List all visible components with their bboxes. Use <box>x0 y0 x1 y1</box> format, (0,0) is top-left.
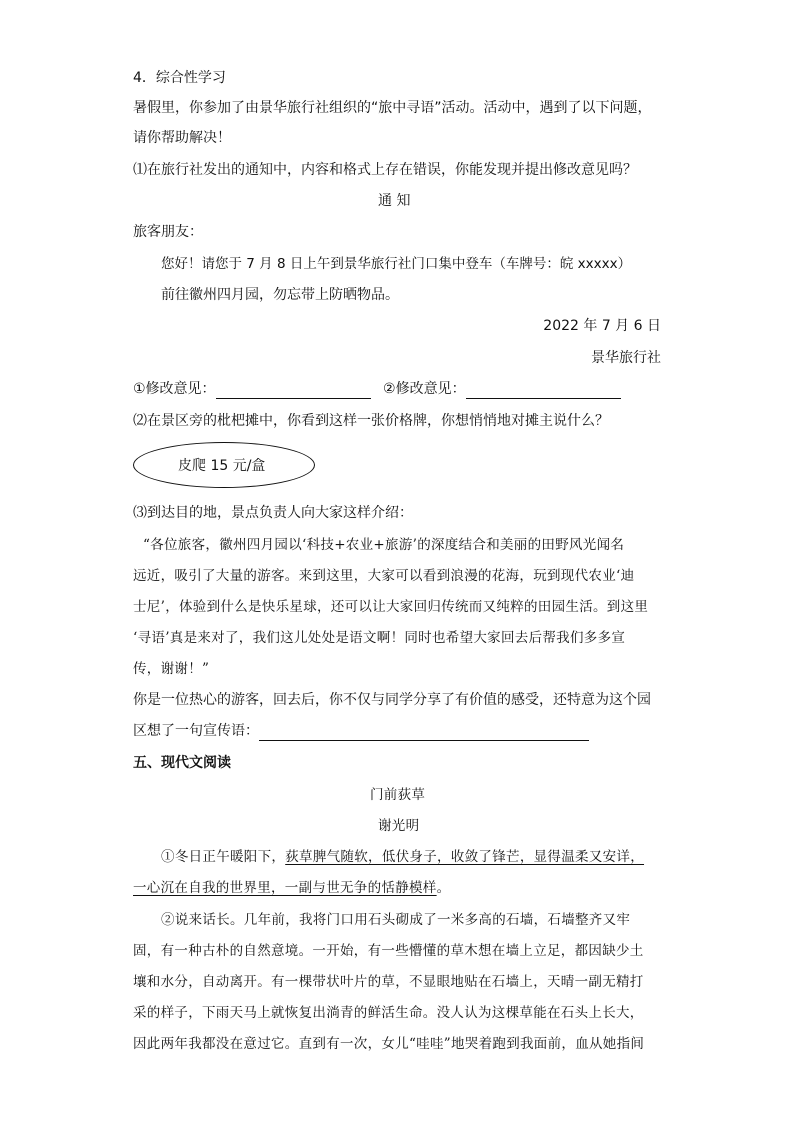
para1-line1 <box>161 847 644 867</box>
answer2-label: ②修改意见： <box>383 381 466 397</box>
q4-heading: 4．综合性学习 <box>133 70 226 86</box>
notice-greeting: 旅客朋友： <box>133 224 203 240</box>
q4-part2-prompt: ⑵在景区旁的枇杷摊中，你看到这样一张价格牌，你想悄悄地对摊主说什么？ <box>133 413 609 429</box>
task-line2 <box>133 721 589 741</box>
para1-num: ① <box>161 849 175 865</box>
speech-line5: 传，谢谢！” <box>133 661 210 677</box>
speech-line3: 士尼’，体验到什么是快乐星球，还可以让大家回归传统而又纯粹的田园生活。到这里 <box>133 599 649 615</box>
notice-date: 2022 年 7 月 6 日 <box>543 318 661 334</box>
q4-part3-prompt: ⑶到达目的地，景点负责人向大家这样介绍： <box>133 505 413 521</box>
answer1-label: ①修改意见： <box>133 381 216 397</box>
para2-line5: 因此两年我都没在意过它。直到有一次，女儿“哇哇”地哭着跑到我面前，血从她指间 <box>133 1036 645 1052</box>
price-tag-oval <box>133 442 315 488</box>
notice-body-line1: 您好！请您于 7 月 8 日上午到景华旅行社门口集中登车（车牌号：皖 xxxxx） <box>161 256 632 272</box>
para1-underlined-a: 荻草脾气随软，低伏身子，收敛了锋芒，显得温柔又安详， <box>285 849 645 865</box>
q4-intro-line1: 暑假里，你参加了由景华旅行社组织的“旅中寻语”活动。活动中，遇到了以下问题， <box>133 100 652 116</box>
para2-line1: ②说来话长。几年前，我将门口用石头砌成了一米多高的石墙，石墙整齐又牢 <box>161 912 631 928</box>
notice-title: 通 知 <box>378 193 411 209</box>
q4-part1-prompt: ⑴在旅行社发出的通知中，内容和格式上存在错误，你能发现并提出修改意见吗？ <box>133 162 637 178</box>
answer1-blank[interactable] <box>216 382 371 399</box>
notice-signature: 景华旅行社 <box>591 350 661 366</box>
task-line2-text: 区想了一句宣传语： <box>133 723 259 739</box>
para2-line2: 固，有一种古朴的自然意境。一开始，有一些懵懂的草木想在墙上立足，都因缺少土 <box>133 943 644 959</box>
speech-line4: ‘寻语’真是来对了，我们这儿处处是语文啊！同时也希望大家回去后帮我们多多宣 <box>133 630 626 646</box>
answer2-blank[interactable] <box>466 382 621 399</box>
para2-line4: 采的样子，下雨天马上就恢复出淌青的鲜活生命。没人认为这棵草能在石头上长大， <box>133 1005 644 1021</box>
section5-heading: 五、现代文阅读 <box>133 755 231 771</box>
answer-line-1 <box>133 379 621 399</box>
speech-line1: “各位旅客，徽州四月园以‘科技+农业+旅游’的深度结合和美丽的田野风光闻名 <box>143 537 625 553</box>
para2-line3: 壤和水分，自动离开。有一棵带状叶片的草，不显眼地贴在石墙上，天晴一副无精打 <box>133 974 644 990</box>
para1-underlined-b: 一心沉在自我的世界里，一副与世无争的恬静模样 <box>133 880 437 896</box>
task-line1: 你是一位热心的游客，回去后，你不仅与同学分享了有价值的感受，还特意为这个园 <box>133 692 651 708</box>
article-title: 门前荻草 <box>370 787 426 803</box>
price-tag-text: 皮爬 15 元/盒 <box>178 458 266 474</box>
para1-end: 。 <box>436 880 451 896</box>
speech-line2: 远近，吸引了大量的游客。来到这里，大家可以看到浪漫的花海，玩到现代农业‘迪 <box>133 568 635 584</box>
para1-lead: 冬日正午暖阳下， <box>174 849 286 865</box>
notice-body-line2: 前往徽州四月园，勿忘带上防晒物品。 <box>161 287 399 303</box>
article-author: 谢光明 <box>378 818 420 834</box>
slogan-blank[interactable] <box>259 724 589 741</box>
q4-intro-line2: 请你帮助解决！ <box>133 130 231 146</box>
para1-line2 <box>133 878 450 898</box>
